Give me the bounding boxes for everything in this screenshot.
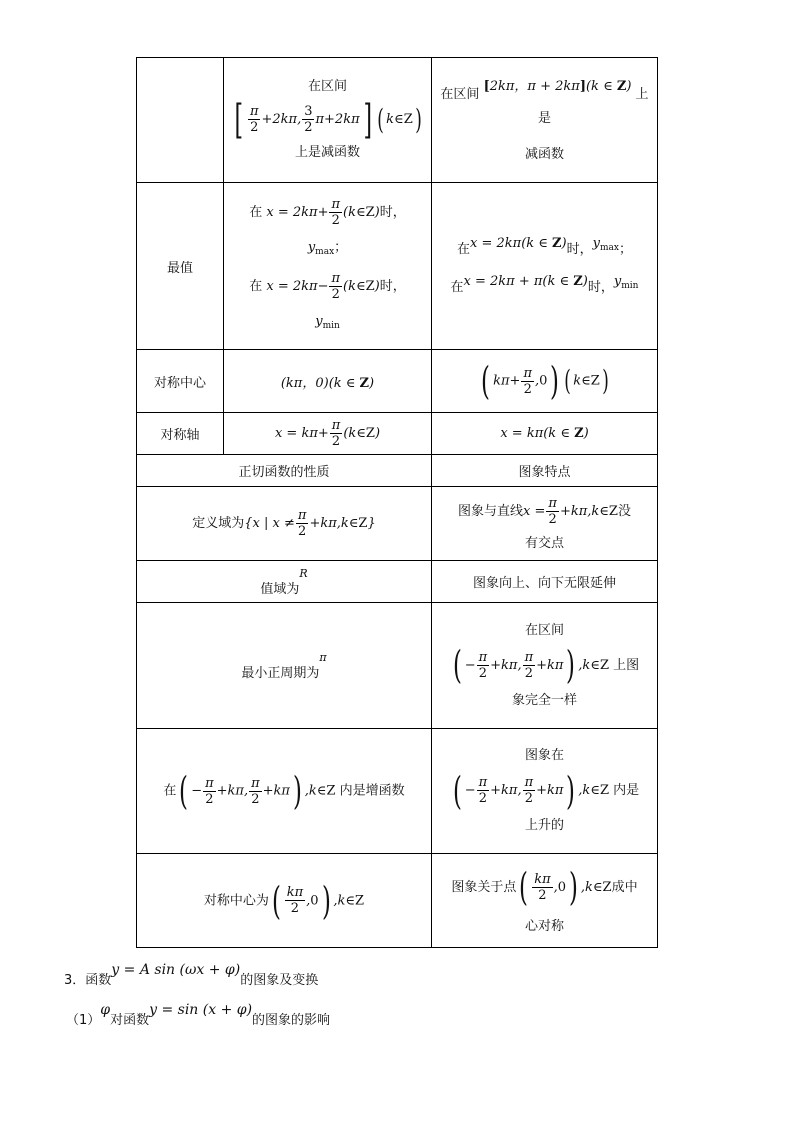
interval-suffix: 上是减函数 xyxy=(294,145,360,160)
axis-left-cell: x = kπ+ $\frac{\pi}{2}$ (k∈Z) xyxy=(224,413,432,455)
sin-decreasing-cell: 在区间 [2kπ，π + 2kπ](k ∈ Z) 上是 减函数 xyxy=(432,58,658,183)
cos-decreasing-cell xyxy=(224,58,432,183)
center-left-cell: (kπ，0)(k ∈ Z) xyxy=(224,350,432,413)
tan-range-graph-cell: 图象向上、向下无限延伸 xyxy=(432,561,658,603)
interval-prefix: 在区间 xyxy=(307,79,347,94)
row-label-axis: 对称轴 xyxy=(137,413,224,455)
interval-suffix: 上是 xyxy=(537,87,649,126)
table-row-decreasing xyxy=(137,58,658,183)
tan-domain-cell: 定义域为{x | x ≠ $\frac{\pi}{2}$ +kπ,k∈Z} xyxy=(137,487,432,561)
table-row-axis xyxy=(137,413,658,455)
center-right-cell: ( kπ+ $\frac{\pi}{2}$ ,0) ( k∈Z) xyxy=(432,350,658,413)
table-row-tan-symmetry xyxy=(137,854,658,948)
row-label-extreme: 最值 xyxy=(137,183,224,350)
table-row-period xyxy=(137,603,658,729)
interval-math: [ $\frac{\pi}{2}$ +2kπ, $\frac{3}{2}$ π+2kπ] ( k∈Z) xyxy=(234,96,422,143)
axis-right-cell: x = kπ(k ∈ Z) xyxy=(432,413,658,455)
section-heading-3-1: （1）φ对函数y = sin (x + φ)的图象的影响 xyxy=(66,1002,331,1028)
tan-range-cell: 值域为$^R$ xyxy=(137,561,432,603)
table-row-tan-header xyxy=(137,455,658,487)
table-row-increasing xyxy=(137,729,658,854)
graph-features-header: 图象特点 xyxy=(432,455,658,487)
interval-prefix: 在区间 xyxy=(440,87,480,102)
table-row-center xyxy=(137,350,658,413)
tan-increasing-cell: 在( − $\frac{\pi}{2}$ +kπ, $\frac{\pi}{2}$ +kπ) ,k∈Z 内是增函数 xyxy=(137,729,432,854)
properties-table xyxy=(136,57,658,948)
row-label-center: 对称中心 xyxy=(137,350,224,413)
tan-symmetry-cell: 对称中心为( $\frac{k\pi}{2}$ ,0) ,k∈Z xyxy=(137,854,432,948)
tan-period-graph-cell: 在区间 ( − $\frac{\pi}{2}$ +kπ, $\frac{\pi}{2}$ +kπ) ,k∈Z 上图 象完全一样 xyxy=(432,603,658,729)
table-row-range xyxy=(137,561,658,603)
empty-label-cell xyxy=(137,58,224,183)
interval-suffix-2: 减函数 xyxy=(524,147,564,162)
tan-period-cell: 最小正周期为$^\pi$ xyxy=(137,603,432,729)
tan-symmetry-graph-cell: 图象关于点( $\frac{k\pi}{2}$ ,0) ,k∈Z成中 心对称 xyxy=(432,854,658,948)
tan-domain-graph-cell: 图象与直线x = $\frac{\pi}{2}$ +kπ,k∈Z没 有交点 xyxy=(432,487,658,561)
table-row-domain xyxy=(137,487,658,561)
extreme-left-cell: 在 x = 2kπ+ $\frac{\pi}{2}$ (k∈Z)时， $y_{max}$； 在 x = 2kπ− $\frac{\pi}{2}$ (k∈Z)时， $y_{min}$ xyxy=(224,183,432,350)
tan-increasing-graph-cell: 图象在 ( − $\frac{\pi}{2}$ +kπ, $\frac{\pi}{2}$ +kπ) ,k∈Z 内是 上升的 xyxy=(432,729,658,854)
extreme-right-cell: 在x = 2kπ(k ∈ Z)时，$y_{max}$； 在x = 2kπ + π(k ∈ Z)时，$y_{min}$ xyxy=(432,183,658,350)
table-row-extreme xyxy=(137,183,658,350)
tan-properties-header: 正切函数的性质 xyxy=(137,455,432,487)
section-heading-3: 3．函数y = A sin (ωx + φ)的图象及变换 xyxy=(64,962,319,988)
